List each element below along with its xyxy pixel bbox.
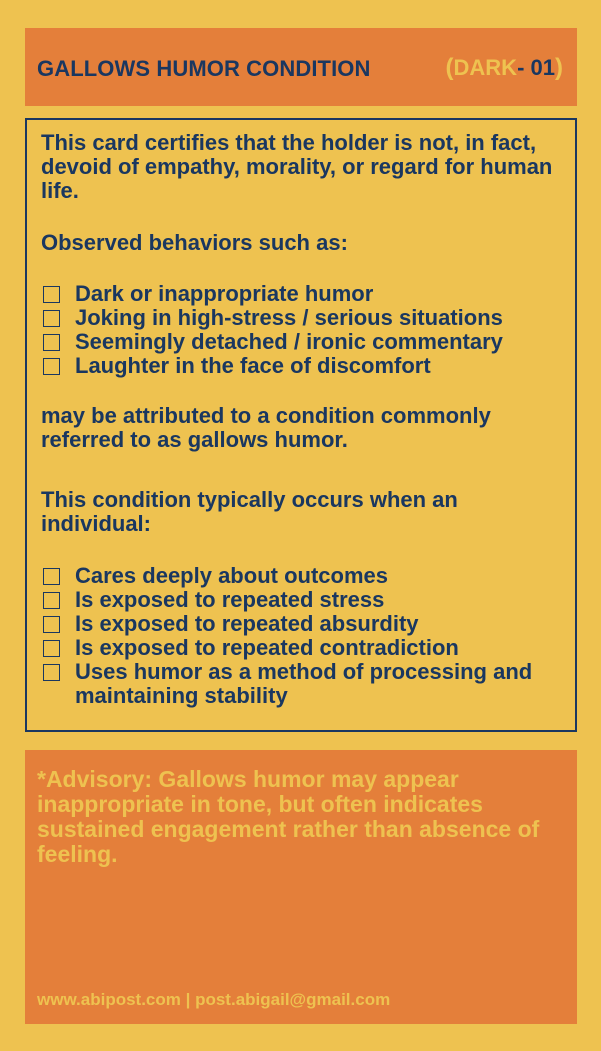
condition-item: [41, 564, 571, 588]
condition-label: Is exposed to repeated absurdity: [75, 611, 419, 636]
checkbox-icon: [43, 358, 60, 375]
condition-item: [41, 636, 571, 660]
certificate-card: [25, 118, 577, 732]
occurs-heading: This condition typically occurs when an individual:: [41, 487, 458, 536]
card-title: GALLOWS HUMOR CONDITION: [37, 56, 371, 81]
behavior-label: Laughter in the face of discomfort: [75, 353, 431, 378]
code-open-paren: (: [445, 54, 454, 81]
advisory-panel: [25, 750, 577, 1024]
condition-item: [41, 588, 571, 612]
condition-label: Is exposed to repeated stress: [75, 587, 385, 612]
condition-label: Is exposed to repeated contradiction: [75, 635, 459, 660]
header-banner: [25, 28, 577, 106]
behavior-label: Joking in high-stress / serious situations: [75, 305, 503, 330]
conditions-list: [41, 564, 571, 708]
condition-item: [41, 612, 571, 636]
checkbox-icon: [43, 640, 60, 657]
code-number: - 01: [517, 55, 555, 80]
checkbox-icon: [43, 334, 60, 351]
observed-heading: Observed behaviors such as:: [41, 230, 348, 255]
checkbox-icon: [43, 664, 60, 681]
checkbox-icon: [43, 286, 60, 303]
behavior-item: [41, 282, 571, 306]
checkbox-icon: [43, 568, 60, 585]
behavior-label: Seemingly detached / ironic commentary: [75, 329, 503, 354]
behavior-item: [41, 354, 571, 378]
condition-label: Uses humor as a method of processing and maintaining stability: [75, 659, 533, 708]
behavior-item: [41, 306, 571, 330]
condition-label: Cares deeply about outcomes: [75, 563, 388, 588]
behavior-label: Dark or inappropriate humor: [75, 281, 374, 306]
code-dark-label: DARK: [453, 55, 518, 80]
code-close-paren: ): [555, 54, 563, 81]
behaviors-list: [41, 282, 571, 378]
checkbox-icon: [43, 592, 60, 609]
certification-text: This card certifies that the holder is not, in fact, devoid of empathy, morality, or regard for human life.: [41, 130, 553, 203]
attribution-text: may be attributed to a condition commonly referred to as gallows humor.: [41, 403, 491, 452]
advisory-text: *Advisory: Gallows humor may appear inappropriate in tone, but often indicates sustained engagement rather than absence of feeling.: [37, 766, 540, 867]
condition-item: [41, 660, 571, 708]
contact-footer: www.abipost.com | post.abigail@gmail.com: [37, 990, 391, 1009]
card-code: [446, 54, 563, 82]
behavior-item: [41, 330, 571, 354]
checkbox-icon: [43, 616, 60, 633]
checkbox-icon: [43, 310, 60, 327]
